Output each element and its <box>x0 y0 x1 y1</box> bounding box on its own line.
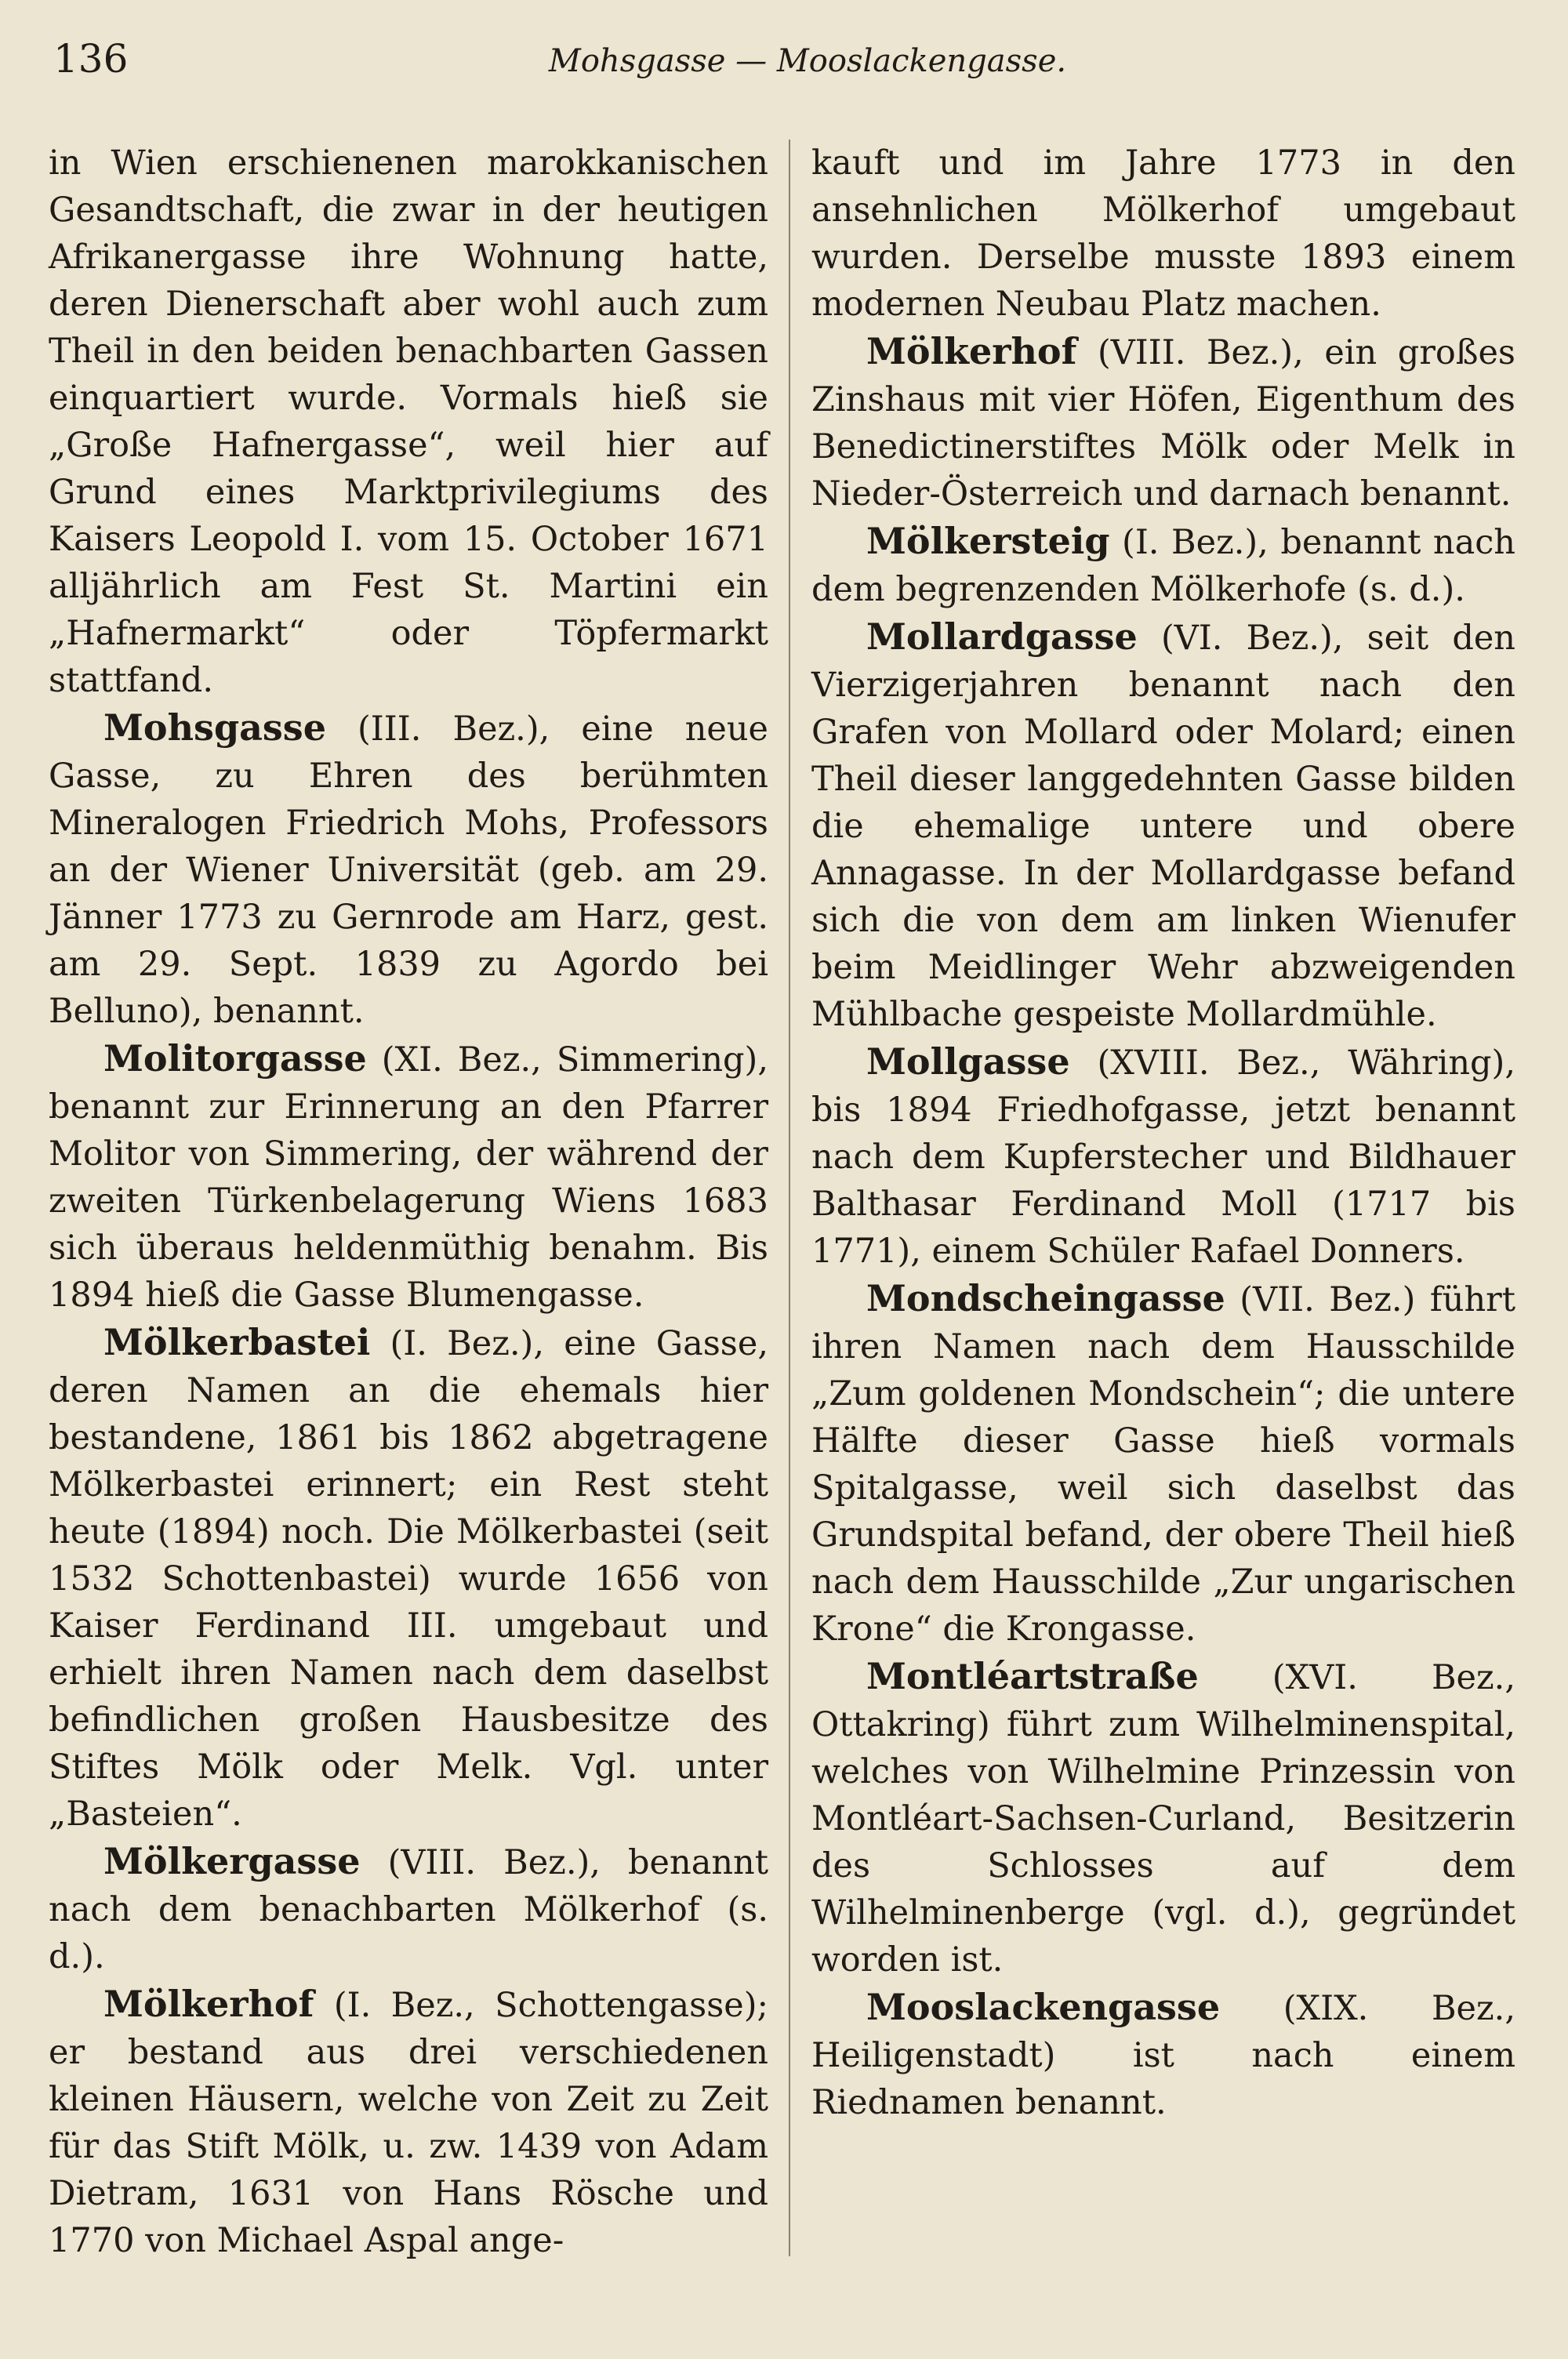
entry-headword: Mölkerhof <box>866 330 1077 372</box>
entry-montleartstrasse <box>811 1653 1515 1983</box>
entry-headword: Mölkerhof <box>103 1983 314 2025</box>
entry-text: (I. Bez.), benannt nach dem begrenzenden Mölkerhofe (s. d.). <box>811 523 1515 609</box>
right-column <box>811 140 1515 2126</box>
left-continuation-text: in Wien erschienenen marokkanischen Gesandtschaft, die zwar in der heutigen Afrikanergasse ihre Wohnung hatte, deren Dienerschaft aber wohl auch zum Theil in den beiden benachbarten Gassen einquartiert wurde. Vormals hieß sie „Große Hafnergasse“, weil hier auf Grund eines Marktprivilegiums des Kaisers Leopold I. vom 15. October 1671 alljährlich am Fest St. Martini ein „Hafnermarkt“ oder Töpfermarkt stattfand. <box>49 143 768 700</box>
entry-molitorgasse <box>49 1035 768 1319</box>
entry-moelkerbastei <box>49 1319 768 1838</box>
entry-text: (VII. Bez.) führt ihren Namen nach dem Hausschilde „Zum goldenen Mondschein“; die untere Hälfte dieser Gasse hieß vormals Spitalgasse, weil sich daselbst das Grundspital befand, der obere Theil hieß nach dem Hausschilde „Zur ungarischen Krone“ die Krongasse. <box>811 1280 1515 1649</box>
entry-text: (I. Bez., Schottengasse); er bestand aus drei verschiedenen kleinen Häusern, welche von Zeit zu Zeit für das Stift Mölk, u. zw. 1439 von Adam Dietram, 1631 von Hans Rösche und 1770 von Michael Aspal ange- <box>49 1986 768 2260</box>
column-divider <box>789 140 790 2256</box>
entry-moelkergasse <box>49 1838 768 1980</box>
entry-headword: Mondscheingasse <box>866 1277 1225 1319</box>
entry-moelkerhof-i <box>49 1980 768 2264</box>
entry-headword: Montléartstraße <box>866 1655 1199 1697</box>
entry-text: (I. Bez.), eine Gasse, deren Namen an die ehemals hier bestandene, 1861 bis 1862 abgetragene Mölkerbastei erinnert; ein Rest steht heute (1894) noch. Die Mölkerbastei (seit 1532 Schottenbastei) wurde 1656 von Kaiser Ferdinand III. umgebaut und erhielt ihren Namen nach dem daselbst befindlichen großen Hausbesitze des Stiftes Mölk oder Melk. Vgl. unter „Basteien“. <box>49 1324 768 1834</box>
entry-headword: Mooslackengasse <box>866 1986 1221 2028</box>
entry-text: (XVI. Bez., Ottakring) führt zum Wilhelminenspital, welches von Wilhelmine Prinzessin von Montléart-Sachsen-Curland, Besitzerin des Schlosses auf dem Wilhelminenberge (vgl. d.), gegründet worden ist. <box>811 1658 1515 1980</box>
entry-text: (III. Bez.), eine neue Gasse, zu Ehren des berühmten Mineralogen Friedrich Mohs, Professors an der Wiener Universität (geb. am 29. Jänner 1773 zu Gernrode am Harz, gest. am 29. Sept. 1839 zu Agordo bei Belluno), benannt. <box>49 710 768 1031</box>
entry-headword: Mollgasse <box>866 1040 1070 1083</box>
entry-text: (XIX. Bez., Heiligenstadt) ist nach einem Riednamen benannt. <box>811 1989 1515 2122</box>
running-head: Mohsgasse — Mooslackengasse. <box>548 43 1067 79</box>
entry-text: (VIII. Bez.), benannt nach dem benachbarten Mölkerhof (s. d.). <box>49 1843 768 1976</box>
entry-mollardgasse <box>811 613 1515 1038</box>
entry-text: (VI. Bez.), seit den Vierzigerjahren benannt nach den Grafen von Mollard oder Molard; einen Theil dieser langgedehnten Gasse bilden die ehemalige untere und obere Annagasse. In der Mollardgasse befand sich die von dem am linken Wienufer beim Meidlinger Wehr abzweigenden Mühlbache gespeiste Mollardmühle. <box>811 619 1515 1034</box>
entry-headword: Mollardgasse <box>866 615 1138 658</box>
entry-headword: Molitorgasse <box>103 1037 367 1080</box>
entry-mohsgasse <box>49 704 768 1035</box>
entry-text: (VIII. Bez.), ein großes Zinshaus mit vier Höfen, Eigenthum des Benedictinerstiftes Mölk oder Melk in Nieder-Österreich und darnach benannt. <box>811 333 1515 514</box>
right-continuation-text: kauft und im Jahre 1773 in den ansehnlichen Mölkerhof umgebaut wurden. Derselbe musste 1893 einem modernen Neubau Platz machen. <box>811 143 1515 324</box>
entry-headword: Mölkergasse <box>103 1840 361 1882</box>
entry-headword: Mölkerbastei <box>103 1321 371 1363</box>
entry-mondscheingasse <box>811 1275 1515 1653</box>
page-number: 136 <box>53 36 129 82</box>
entry-moelkerhof-viii <box>811 328 1515 517</box>
entry-moelkersteig <box>811 517 1515 613</box>
entry-mollgasse <box>811 1038 1515 1275</box>
left-column <box>49 140 768 2264</box>
entry-text: (XVIII. Bez., Währing), bis 1894 Friedhofgasse, jetzt benannt nach dem Kupferstecher und Bildhauer Balthasar Ferdinand Moll (1717 bis 1771), einem Schüler Rafael Donners. <box>811 1043 1515 1271</box>
entry-text: (XI. Bez., Simmering), benannt zur Erinnerung an den Pfarrer Molitor von Simmering, der während der zweiten Türkenbelagerung Wiens 1683 sich überaus heldenmüthig benahm. Bis 1894 hieß die Gasse Blumengasse. <box>49 1040 768 1315</box>
entry-mooslackengasse <box>811 1983 1515 2126</box>
entry-headword: Mohsgasse <box>103 706 326 749</box>
entry-headword: Mölkersteig <box>866 520 1110 562</box>
